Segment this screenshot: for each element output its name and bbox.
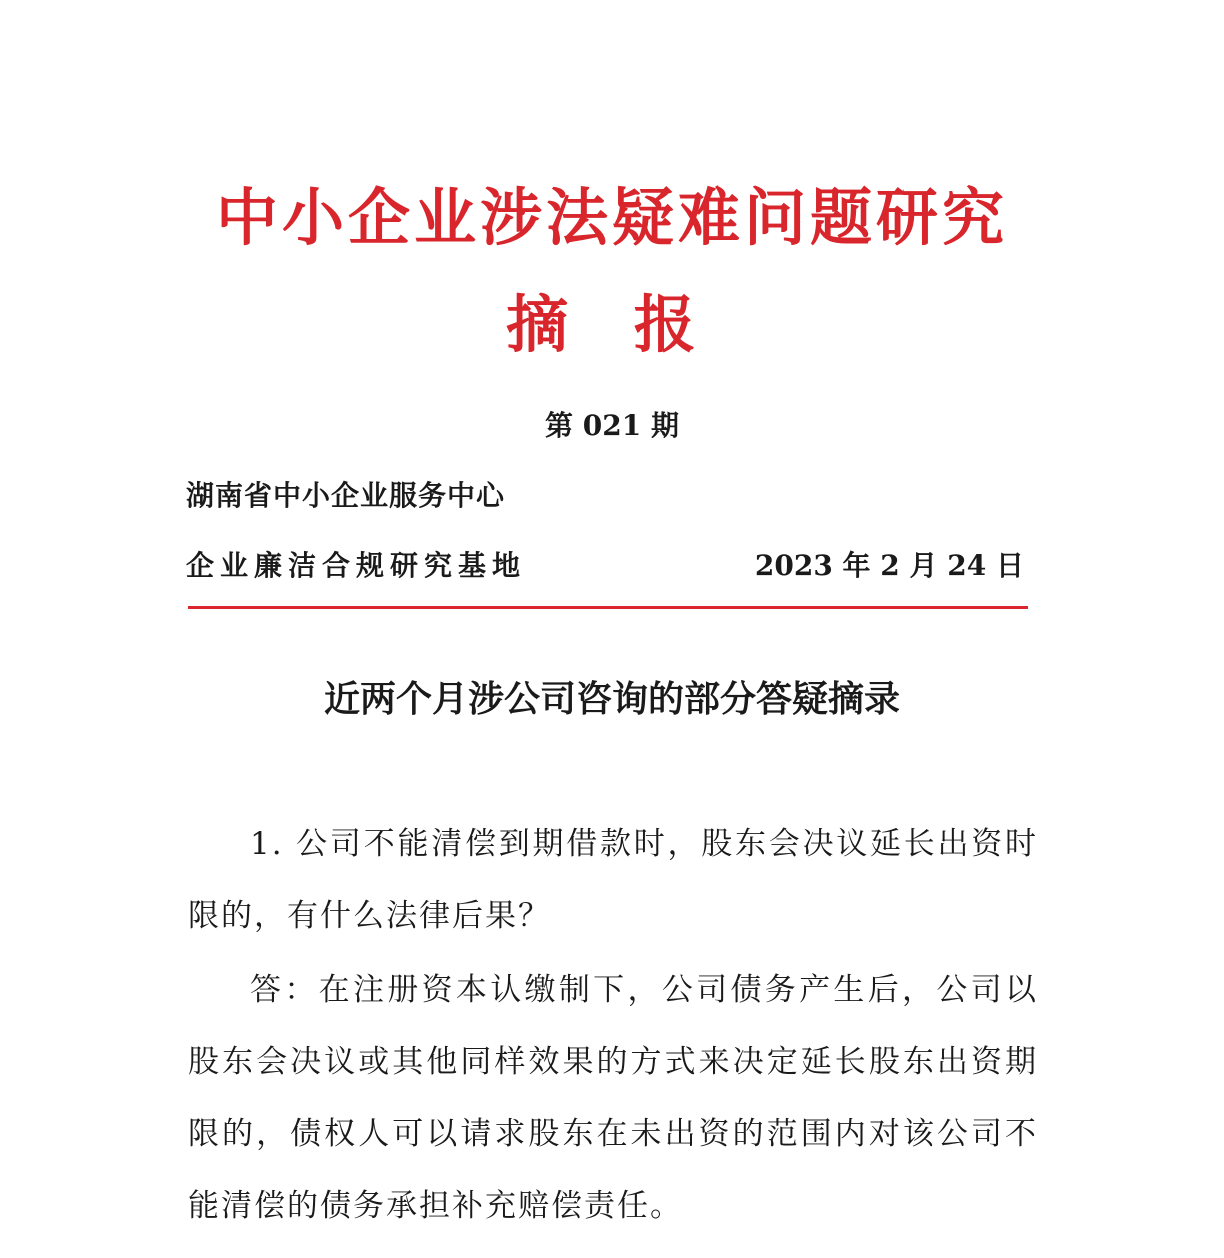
article-title: 近两个月涉公司咨询的部分答疑摘录 xyxy=(323,679,900,720)
red-divider xyxy=(188,606,1028,609)
answer-paragraph: 答：在注册资本认缴制下，公司债务产生后，公司以股东会决议或其他同样效果的方式来决定延长股东出资期限的，债权人可以请求股东在未出资的范围内对该公司不能清偿的债务承担补充赔偿责任。 xyxy=(188,972,1038,1224)
masthead-subtitle: 摘 报 xyxy=(506,288,718,361)
question-paragraph: 1. 公司不能清偿到期借款时，股东会决议延长出资时限的，有什么法律后果？ xyxy=(188,826,1038,934)
issue-number: 第 021 期 xyxy=(545,409,679,442)
organization-name: 湖南省中小企业服务中心 xyxy=(186,479,506,512)
publish-date: 2023 年 2 月 24 日 xyxy=(754,549,1024,582)
research-base-name: 企业廉洁合规研究基地 xyxy=(186,549,527,582)
masthead-title: 中小企业涉法疑难问题研究 xyxy=(215,181,1008,254)
